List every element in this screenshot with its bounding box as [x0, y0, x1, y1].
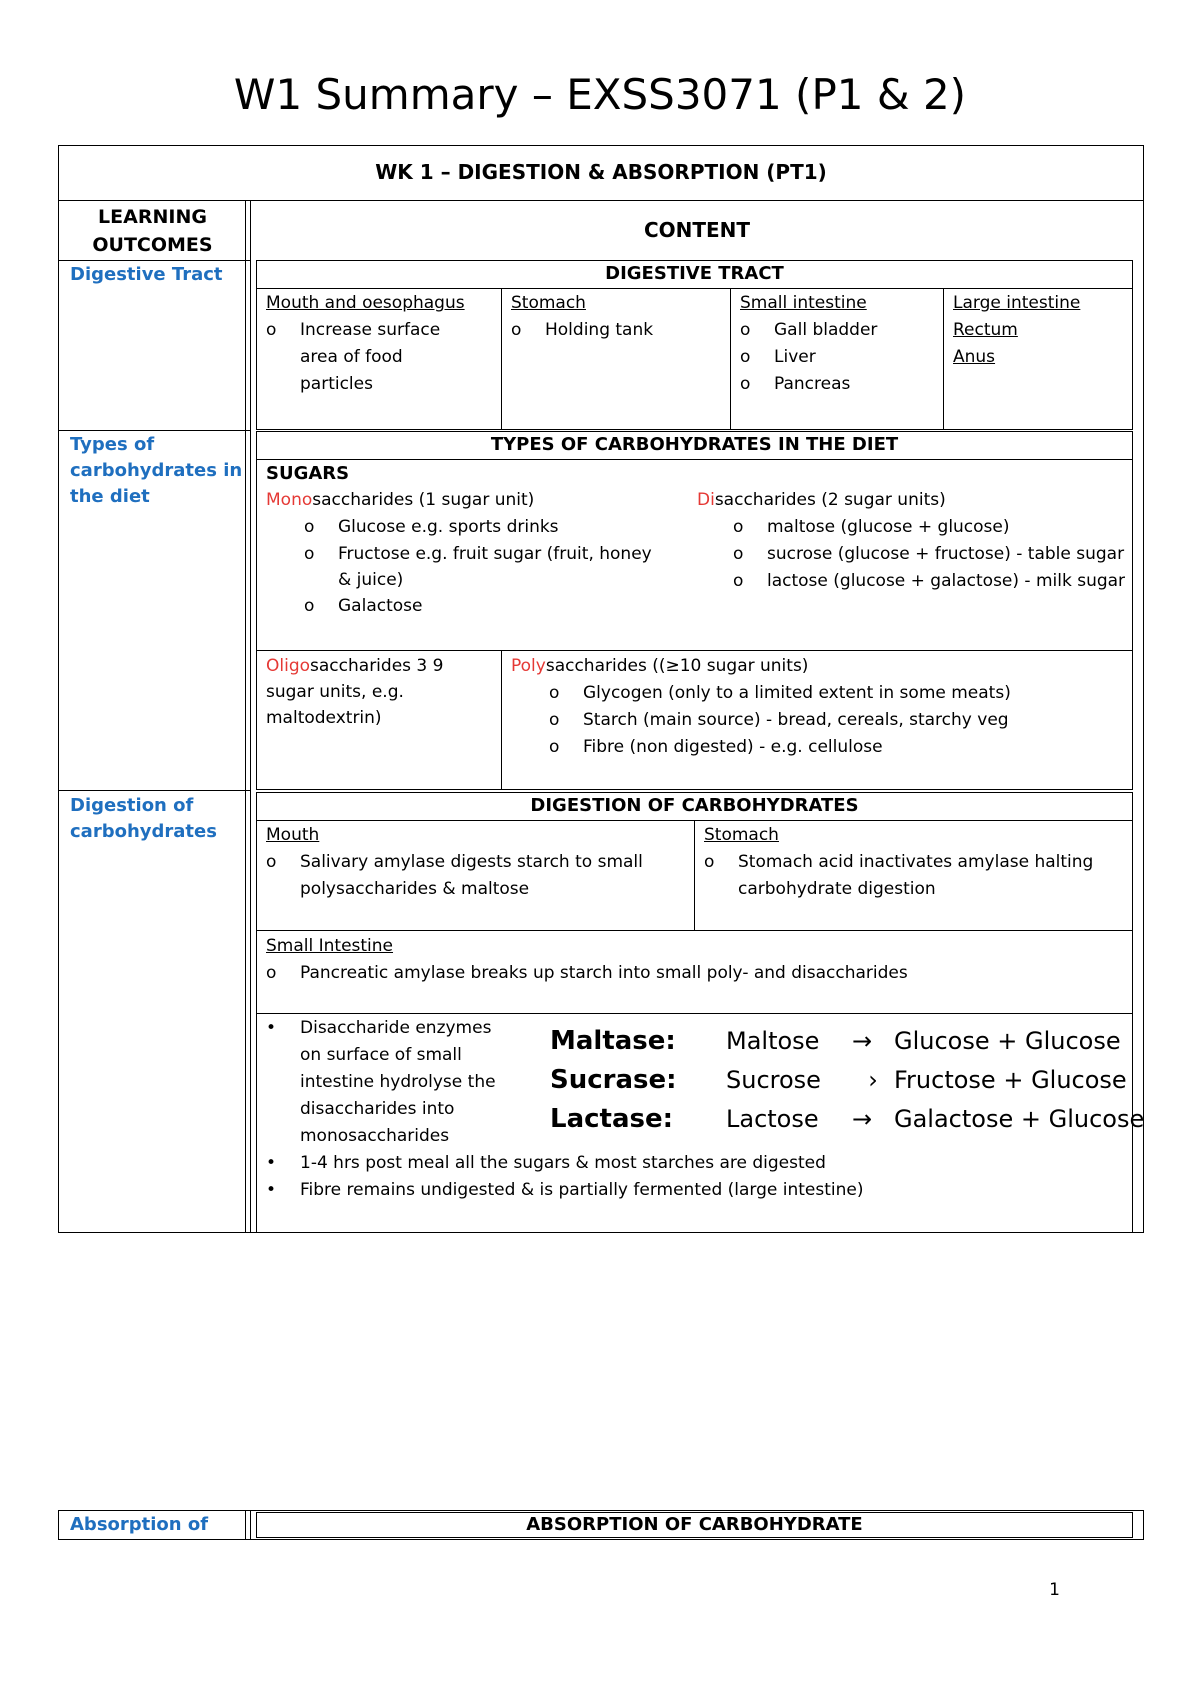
outcome-types: Types of carbohydrates in the diet — [70, 434, 243, 507]
digestion-heading: DIGESTION OF CARBOHYDRATES — [530, 795, 859, 816]
tract-col-small-intestine: Small intestine o Gall bladder o Liver o Pancreas — [740, 293, 878, 394]
tract-col-stomach: Stomach o Holding tank — [511, 293, 654, 340]
outcome-absorption: Absorption of — [70, 1514, 209, 1535]
oligosaccharides-block: Oligosaccharides 3 9 sugar units, e.g. maltodextrin) — [266, 656, 444, 728]
outcome-digestion: Digestion of carbohydrates — [70, 795, 217, 842]
content-header: CONTENT — [643, 218, 751, 242]
types-heading: TYPES OF CARBOHYDRATES IN THE DIET — [490, 434, 899, 455]
week-header: WK 1 – DIGESTION & ABSORPTION (PT1) — [375, 160, 827, 184]
outcome-digestive-tract: Digestive Tract — [70, 264, 223, 285]
sugars-block: SUGARS Monosaccharides (1 sugar unit) o Glucose e.g. sports drinks o Fructose e.g. fruit sugar (fruit, honey & juice) o Galactose — [266, 463, 652, 616]
tract-col-mouth: Mouth and oesophagus o Increase surface area of food particles — [266, 293, 465, 394]
enzyme-row-sucrase: Sucrase: Sucrose › Fructose + Glucose — [550, 1065, 1127, 1095]
enzyme-row-maltase: Maltase: Maltose → Glucose + Glucose — [550, 1026, 1121, 1056]
digestion-stomach: Stomach o Stomach acid inactivates amylase halting carbohydrate digestion — [704, 825, 1094, 899]
enzyme-row-lactase: Lactase: Lactose → Galactose + Glucose — [550, 1104, 1145, 1134]
page-title: W1 Summary – EXSS3071 (P1 & 2) — [233, 70, 967, 119]
learning-outcomes-header: LEARNING OUTCOMES — [92, 206, 213, 256]
tract-col-large-intestine: Large intestine Rectum Anus — [953, 293, 1081, 367]
absorption-heading: ABSORPTION OF CARBOHYDRATE — [526, 1514, 863, 1535]
digestive-tract-heading: DIGESTIVE TRACT — [605, 263, 784, 284]
polysaccharides-block: Polysaccharides ((≥10 sugar units) o Glycogen (only to a limited extent in some meats) o Starch (main source) - bread, cereals, starchy veg o Fibre (non digested) - e.g. cellulose — [511, 656, 1011, 757]
page-number: 1 — [1049, 1580, 1060, 1600]
digestion-mouth: Mouth o Salivary amylase digests starch to small polysaccharides & maltose — [266, 825, 643, 899]
disaccharides-block: Disaccharides (2 sugar units) o maltose (glucose + glucose) o sucrose (glucose + fructose) - table sugar o lactose (glucose + galactose) - milk sugar — [697, 490, 1126, 591]
digestion-small-intestine: Small Intestine o Pancreatic amylase breaks up starch into small poly- and disaccharides — [266, 936, 908, 983]
disaccharide-enzymes-text: • Disaccharide enzymes on surface of small intestine hydrolyse the disaccharides into monosaccharides • 1-4 hrs post meal all the sugars & most starches are digested • Fibre remains undigested & is partially fermented (large intestine) — [266, 1018, 864, 1200]
